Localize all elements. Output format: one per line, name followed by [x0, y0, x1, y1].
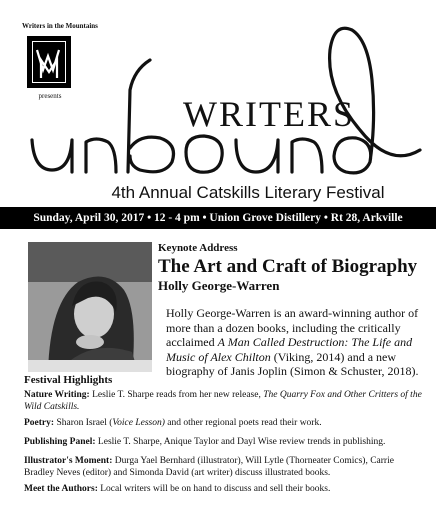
title-writers: WRITERS [183, 94, 355, 134]
org-name: Writers in the Mountains [22, 22, 98, 30]
portrait-image [28, 242, 152, 372]
event-details-bar: Sunday, April 30, 2017 • 12 - 4 pm • Union Grove Distillery • Rt 28, Arkville [0, 207, 436, 229]
speaker-bio: Holly George-Warren is an award-winning author of more than a dozen books, including the critically acclaimed A Man Called Destruction: The Life and Music of Alex Chilton (Viking, 2014) and a new biography of Janis Joplin (Simon & Schuster, 2018). [166, 306, 419, 378]
speaker-photo [28, 242, 152, 372]
highlight-meet-the-authors: Meet the Authors: Local writers will be on hand to discuss and sell their books. [24, 484, 331, 494]
book-title: A Man Called Destruction: The Life and Music of Alex Chilton [166, 335, 413, 364]
keynote-title: The Art and Craft of Biography [158, 256, 418, 277]
title-unbound [0, 0, 436, 190]
highlight-illustrators-moment: Illustrator's Moment: Durga Yael Bernhard (illustrator), Will Lytle (Thorneater Comics), Carrie Bradley Neves (editor) and Simonda David (art writer) discuss illustrated books. [24, 456, 394, 478]
highlight-poetry: Poetry: Sharon Israel (Voice Lesson) and other regional poets read their work. [24, 418, 322, 428]
keynote-label: Keynote Address [158, 242, 238, 254]
highlight-nature-writing: Nature Writing: Leslie T. Sharpe reads from her new release, The Quarry Fox and Other Critters of the Wild Catskills. [24, 390, 422, 412]
highlights-heading: Festival Highlights [24, 374, 113, 386]
keynote-speaker: Holly George-Warren [158, 278, 280, 293]
presents-label: presents [38, 92, 62, 100]
highlight-publishing-panel: Publishing Panel: Leslie T. Sharpe, Anique Taylor and Dayl Wise review trends in publishing. [24, 437, 386, 447]
festival-subtitle: 4th Annual Catskills Literary Festival [111, 183, 385, 202]
